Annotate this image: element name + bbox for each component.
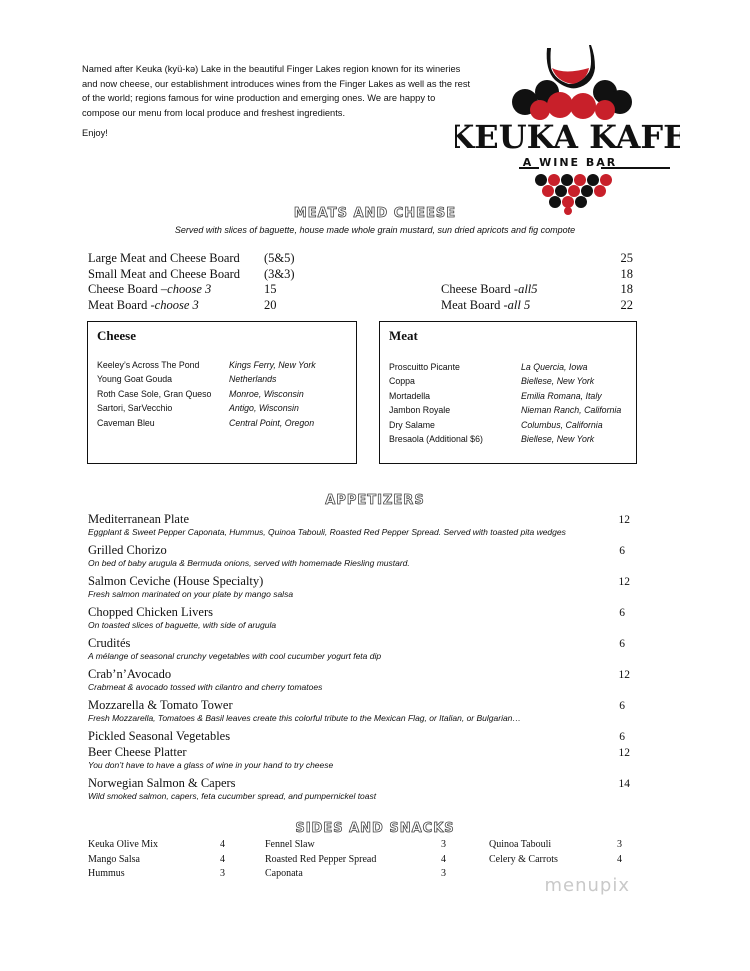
board-name: Large Meat and Cheese Board [88, 251, 240, 265]
board-price: 22 [620, 297, 633, 312]
appetizer-desc: A mélange of seasonal crunchy vegetables with cool cucumber yogurt feta dip [88, 651, 382, 661]
board-name: Small Meat and Cheese Board [88, 266, 241, 281]
side-item: Celery & Carrots 4 [489, 853, 622, 865]
list-item: Jambon Royale Nieman Ranch, California [389, 405, 622, 416]
keuka-kafe-logo [455, 40, 680, 215]
side-item: Quinoa Tabouli 3 [489, 839, 622, 850]
appetizer-name: Norwegian Salmon & Capers [88, 776, 236, 790]
list-item: Caveman Bleu Central Point, Oregon [97, 417, 315, 428]
side-item: Caponata 3 [265, 868, 446, 879]
list-item: Dry Salame Columbus, California [389, 419, 603, 430]
appetizer-desc: You don’t have to have a glass of wine in your hand to try cheese [88, 760, 334, 770]
appetizer-item [88, 543, 633, 574]
appetizer-name: Salmon Ceviche (House Specialty) [88, 574, 264, 588]
list-item: Young Goat Gouda Netherlands [97, 374, 277, 385]
list-item: Coppa Biellese, New York [389, 376, 595, 387]
appetizer-price: 6 [619, 731, 625, 743]
list-item: Roth Case Sole, Gran Queso Monroe, Wisconsin [97, 388, 304, 399]
appetizer-item [88, 776, 633, 807]
board-name: Cheese Board –choose 3 [88, 282, 212, 296]
appetizer-name: Mozzarella & Tomato Tower [88, 698, 233, 712]
intro-paragraph: Named after Keuka (kyü-kə) Lake in the beautiful Finger Lakes region known for its wineries and now cheese, our establishment introduces wines from the Finger Lakes as well as the rest of the world; regions famous for wine production and emerging ones. We are happy to compose our menu from local produce and freshest ingredients. [82, 64, 471, 118]
appetizer-price: 6 [619, 607, 625, 619]
board-qty: (5&5) [264, 251, 295, 265]
meat-list [389, 360, 634, 446]
board-price: 20 [264, 297, 277, 312]
sides-column-3 [489, 838, 629, 867]
list-item: Bresaola (Additional $6) Biellese, New York [389, 433, 595, 444]
meats-cheese-subtitle: Served with slices of baguette, house made whole grain mustard, sun dried apricots and fig compote [174, 225, 576, 235]
board-row [88, 298, 633, 314]
appetizer-desc: Fresh salmon marinated on your plate by mango salsa [88, 589, 294, 599]
meats-cheese-title: MEATS AND CHEESE [293, 206, 457, 221]
appetizer-desc: Eggplant & Sweet Pepper Caponata, Hummus, Quinoa Tabouli, Roasted Red Pepper Spread. Served with toasted pita wedges [88, 527, 566, 537]
logo-graphic [455, 40, 680, 215]
appetizer-desc: Fresh Mozzarella, Tomatoes & Basil leaves create this colorful tribute to the Mexican Flag, or Italian, or Bulgarian… [88, 713, 521, 723]
appetizer-item [88, 745, 633, 776]
board-price: 18 [620, 266, 633, 281]
board-price: 25 [620, 251, 633, 265]
appetizer-name: Mediterranean Plate [88, 512, 189, 526]
appetizer-name: Chopped Chicken Livers [88, 605, 213, 619]
appetizer-item [88, 605, 633, 636]
appetizer-item [88, 512, 633, 543]
appetizers-title: APPETIZERS [325, 493, 425, 508]
list-item: Sartori, SarVecchio Antigo, Wisconsin [97, 403, 299, 414]
cheese-list [97, 358, 352, 430]
appetizer-name: Pickled Seasonal Vegetables [88, 729, 231, 743]
list-item: Keeley’s Across The Pond Kings Ferry, New York [97, 360, 316, 370]
list-item: Mortadella Emilia Romana, Italy [389, 390, 602, 401]
side-item: Mango Salsa 4 [88, 853, 225, 865]
meat-box-title: Meat [389, 328, 418, 343]
appetizer-name: Grilled Chorizo [88, 543, 167, 557]
board-name: Meat Board -all 5 [441, 297, 531, 312]
appetizer-desc: Crabmeat & avocado tossed with cilantro and cherry tomatoes [88, 682, 323, 692]
appetizer-price: 6 [619, 638, 625, 650]
appetizer-item [88, 698, 633, 729]
logo-tagline: A WINE BAR [522, 156, 618, 169]
intro-enjoy: Enjoy! [82, 128, 108, 138]
board-row [88, 282, 633, 298]
sides-column-1 [88, 838, 228, 882]
board-name: Meat Board -choose 3 [88, 297, 199, 312]
side-item: Fennel Slaw 3 [265, 839, 446, 850]
appetizer-name: Crab’n’Avocado [88, 667, 172, 681]
appetizer-list [88, 512, 633, 807]
board-list [88, 251, 633, 313]
appetizer-price: 12 [618, 669, 630, 681]
list-item: Proscuitto Picante La Quercia, Iowa [389, 362, 588, 372]
cheese-box [87, 321, 357, 464]
logo-name: KEUKA KAFE [455, 118, 680, 156]
board-price: 15 [264, 282, 277, 296]
appetizer-item [88, 636, 633, 667]
board-row [88, 251, 633, 267]
appetizer-name: Beer Cheese Platter [88, 745, 187, 759]
sides-column-2 [265, 838, 450, 882]
appetizer-desc: Wild smoked salmon, capers, feta cucumber spread, and pumpernickel toast [88, 791, 377, 801]
side-item: Keuka Olive Mix 4 [88, 839, 225, 850]
appetizer-price: 12 [618, 576, 630, 588]
side-item: Hummus 3 [88, 868, 225, 879]
appetizer-price: 14 [618, 778, 630, 790]
side-item: Roasted Red Pepper Spread 4 [265, 853, 446, 865]
board-qty: (3&3) [264, 266, 295, 281]
appetizer-price: 12 [618, 514, 630, 526]
appetizer-name: Crudités [88, 636, 131, 650]
board-row [88, 267, 633, 283]
appetizer-price: 6 [619, 545, 625, 557]
appetizer-item [88, 574, 633, 605]
menupix-watermark: menupix [544, 875, 630, 896]
cheese-box-title: Cheese [97, 328, 136, 343]
appetizer-price: 12 [618, 747, 630, 759]
appetizer-desc: On bed of baby arugula & Bermuda onions, served with homemade Riesling mustard. [88, 558, 410, 568]
board-name: Cheese Board -all5 [441, 282, 538, 296]
meat-box [379, 321, 637, 464]
sides-title: SIDES AND SNACKS [295, 821, 455, 836]
appetizer-item [88, 667, 633, 698]
board-price: 18 [620, 282, 633, 296]
appetizer-desc: On toasted slices of baguette, with side of arugula [88, 620, 277, 630]
appetizer-item [88, 729, 633, 745]
appetizer-price: 6 [619, 700, 625, 712]
